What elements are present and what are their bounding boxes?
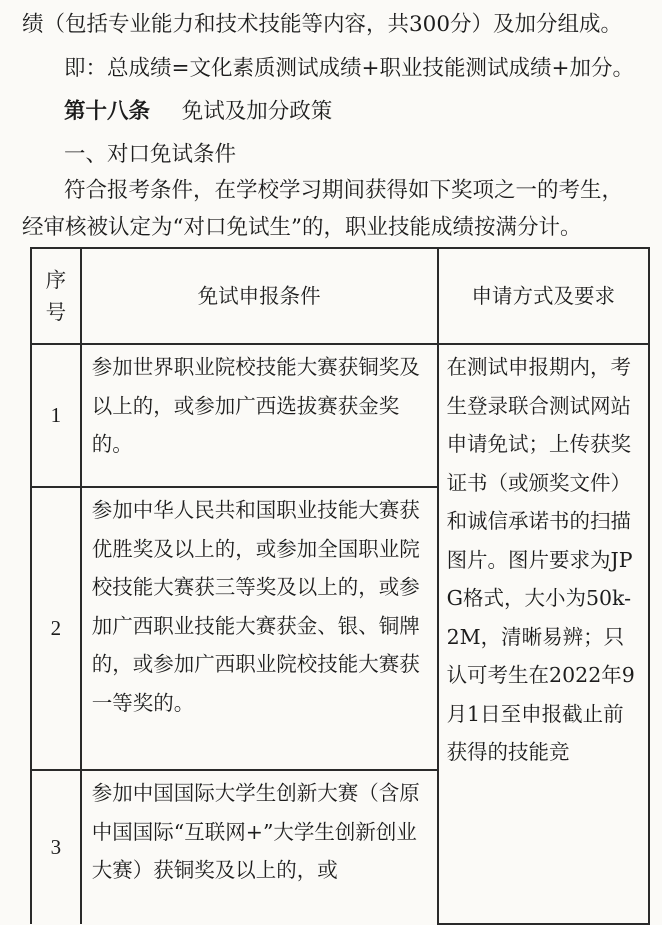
row-index: 1	[31, 344, 81, 487]
intro-line-1: 符合报考条件，在学校学习期间获得如下奖项之一的考生，	[64, 178, 624, 203]
application-method-text: 在测试申报期内，考生登录联合测试网站申请免试；上传获奖证书（或颁奖文件）和诚信承诺书的扫描图片。图片要求为JPG格式，大小为50k-2M，清晰易辨；只认可考生在2022年9月1日至申报截止前获得的技能竞	[446, 355, 635, 764]
paragraph-continuation: 绩（包括专业能力和技术技能等内容，共300分）及加分组成。	[22, 12, 623, 37]
total-score-formula: 即：总成绩=文化素质测试成绩+职业技能测试成绩+加分。	[64, 56, 635, 81]
header-index: 序号	[31, 248, 81, 344]
table-row	[31, 344, 649, 487]
header-method: 申请方式及要求	[438, 248, 649, 344]
exemption-table	[30, 247, 650, 925]
row-condition: 参加中华人民共和国职业技能大赛获优胜奖及以上的，或参加全国职业院校技能大赛获三等奖及以上的，或参加广西职业技能大赛获金、银、铜牌的，或参加广西职业院校技能大赛获一等奖的。	[81, 487, 438, 770]
row-index: 3	[31, 770, 81, 924]
row-condition: 参加世界职业院校技能大赛获铜奖及以上的，或参加广西选拔赛获金奖的。	[81, 344, 438, 487]
table-header-row	[31, 248, 649, 344]
row-condition: 参加中国国际大学生创新大赛（含原中国国际“互联网+”大学生创新创业大赛）获铜奖及以上的，或	[81, 770, 438, 924]
row-index: 2	[31, 487, 81, 770]
section-heading: 一、对口免试条件	[64, 142, 237, 167]
application-method-cell	[438, 344, 649, 924]
article-number: 第十八条	[64, 99, 151, 124]
intro-line-2: 经审核被认定为“对口免试生”的，职业技能成绩按满分计。	[22, 215, 582, 240]
article-heading-row	[64, 97, 332, 127]
article-title: 免试及加分政策	[181, 99, 333, 124]
header-conditions: 免试申报条件	[81, 248, 438, 344]
